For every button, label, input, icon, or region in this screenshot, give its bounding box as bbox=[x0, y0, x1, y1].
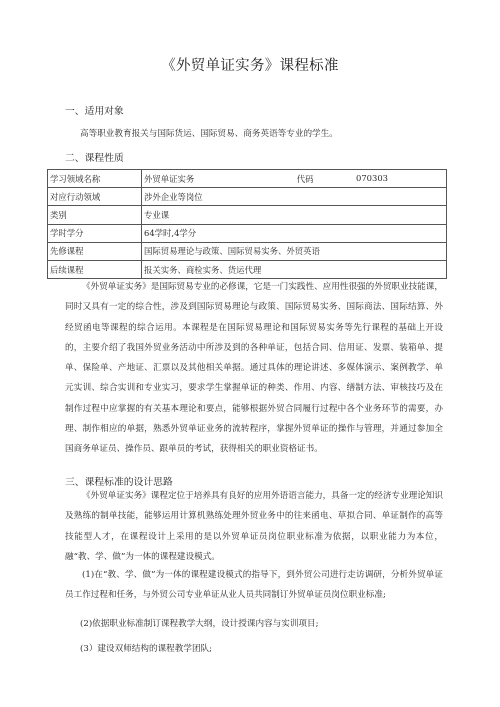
table-cell-label: 先修课程 bbox=[48, 242, 142, 260]
document-title: 《外贸单证实务》课程标准 bbox=[161, 58, 339, 74]
table-row bbox=[48, 170, 447, 188]
code-value: 070303 bbox=[356, 172, 388, 183]
table-cell-label: 类别 bbox=[48, 206, 142, 224]
table-row bbox=[48, 206, 447, 224]
table-cell-value: 涉外企业等岗位 bbox=[142, 188, 447, 206]
code-label: 代码 bbox=[296, 173, 314, 184]
table-cell-label: 学习领域名称 bbox=[48, 170, 142, 188]
course-nature-paragraph: 《外贸单证实务》是国际贸易专业的必修课，它是一门实践性、应用性很强的外贸职业技能课，同时又具有一定的综合性，涉及到国际贸易理论与政策、国际贸易实务、国际商法、国际结算、外经贸函电等课程的综合运用。本课程是在国际贸易理论和国际贸易实务等先行课程的基础上开设的，主要介绍了我国外贸业务活动中所涉及到的各种单证，包括合同、信用证、发票、装箱单、提单、保险单、产地证、汇票以及其他相关单据。通过具体的理论讲述、多媒体演示、案例教学、单元实训、综合实训和专业实习，要求学生掌握单证的种类、作用、内容、缮制方法、审核技巧及在制作过程中应掌握的有关基本理论和要点，能够根据外贸合同履行过程中各个业务环节的需要，办理、制作相应的单据，熟悉外贸单证业务的流转程序，掌握外贸单证的操作与管理，并通过参加全国商务单证员、操作员、跟单员的考试，获得相关的职业资格证书。 bbox=[65, 282, 443, 455]
table-cell-value: 国际贸易理论与政策、国际贸易实务、外贸英语 bbox=[142, 242, 447, 260]
design-item-1: (1)在“教、学、做”为一体的课程建设模式的指导下，到外贸公司进行走访调研，分析外贸单证员工作过程和任务，与外贸公司专业单证从业人员共同制订外贸单证员岗位职业标准; bbox=[65, 570, 443, 601]
table-row bbox=[48, 242, 447, 260]
table-cell-value: 报关实务、商检实务、货运代理 bbox=[142, 260, 447, 278]
section-heading-course-nature: 二、课程性质 bbox=[65, 153, 124, 164]
table-cell-value: 64学时,4学分 bbox=[142, 224, 447, 242]
table-row bbox=[48, 260, 447, 278]
course-name-value: 外贸单证实务 bbox=[144, 173, 195, 184]
table-cell-value bbox=[142, 170, 447, 188]
table-cell-value: 专业课 bbox=[142, 206, 447, 224]
section-heading-applicable-objects: 一、适用对象 bbox=[65, 106, 124, 117]
section-heading-design-approach: 三、课程标准的设计思路 bbox=[65, 477, 173, 488]
table-cell-label: 对应行动领域 bbox=[48, 188, 142, 206]
design-item-2: (2)依据职业标准制订课程教学大纲，设计授课内容与实训项目; bbox=[80, 619, 319, 629]
table-row bbox=[48, 188, 447, 206]
design-approach-paragraph: 《外贸单证实务》课程定位于培养具有良好的应用外语语言能力，具备一定的经济专业理论知识及熟练的制单技能，能够运用计算机熟练处理外贸业务中的往来函电、草拟合同、单证制作的高等技能型人才，在课程设计上采用的是以外贸单证员岗位职业标准为依据，以职业能力为本位，融“教、学、做”为一体的课程建设模式。 bbox=[65, 491, 443, 562]
course-info-table bbox=[47, 169, 447, 279]
table-cell-label: 学时学分 bbox=[48, 224, 142, 242]
table-row bbox=[48, 224, 447, 242]
table-cell-label: 后续课程 bbox=[48, 260, 142, 278]
applicable-objects-text: 高等职业教育报关与国际货运、国际贸易、商务英语等专业的学生。 bbox=[80, 129, 338, 139]
design-item-3: (3）建设双师结构的课程教学团队; bbox=[80, 644, 213, 654]
